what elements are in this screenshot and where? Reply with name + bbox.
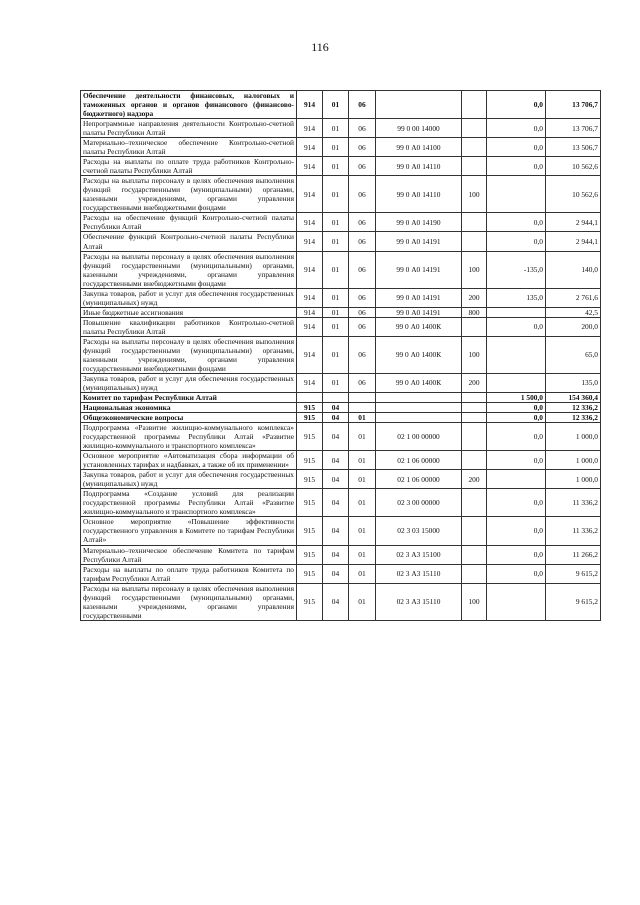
admin-code-cell: 915: [297, 583, 323, 620]
admin-code-cell: 915: [297, 517, 323, 545]
row-name-cell: Материально–техническое обеспечение Комитета по тарифам Республики Алтай: [81, 545, 297, 564]
change-amount-cell: [487, 373, 546, 392]
total-amount-cell: 13 506,7: [546, 138, 601, 157]
row-name-cell: Расходы на выплаты по оплате труда работников Контрольно-счетной палаты Республики Алтай: [81, 157, 297, 176]
table-row: [81, 176, 601, 213]
row-name-cell: Расходы на выплаты персоналу в целях обеспечения выполнения функций государственными (муниципальными) органами, казенными учреждениями, органами управления государственными внебюджетными фондами: [81, 336, 297, 373]
table-row: [81, 545, 601, 564]
admin-code-cell: 915: [297, 470, 323, 489]
change-amount-cell: 0,0: [487, 564, 546, 583]
section-code-cell: 04: [323, 583, 349, 620]
budget-table-body: [81, 91, 601, 621]
subsection-code-cell: 01: [349, 423, 376, 451]
table-row: [81, 336, 601, 373]
section-code-cell: 01: [323, 251, 349, 288]
row-name-cell: Общеэкономические вопросы: [81, 413, 297, 423]
target-article-cell: [376, 403, 462, 413]
table-row: [81, 251, 601, 288]
target-article-cell: 02 3 А3 15110: [376, 564, 462, 583]
target-article-cell: 02 3 00 00000: [376, 489, 462, 517]
change-amount-cell: 0,0: [487, 91, 546, 119]
target-article-cell: 99 0 А0 14191: [376, 251, 462, 288]
admin-code-cell: 914: [297, 307, 323, 317]
admin-code-cell: 915: [297, 403, 323, 413]
section-code-cell: [323, 393, 349, 403]
target-article-cell: [376, 393, 462, 403]
total-amount-cell: 1 000,0: [546, 451, 601, 470]
table-row: [81, 564, 601, 583]
expense-type-cell: 200: [462, 470, 487, 489]
admin-code-cell: 914: [297, 157, 323, 176]
subsection-code-cell: 06: [349, 213, 376, 232]
subsection-code-cell: [349, 403, 376, 413]
total-amount-cell: 135,0: [546, 373, 601, 392]
target-article-cell: 02 1 00 00000: [376, 423, 462, 451]
expense-type-cell: [462, 545, 487, 564]
total-amount-cell: 65,0: [546, 336, 601, 373]
expense-type-cell: 100: [462, 583, 487, 620]
table-row: [81, 307, 601, 317]
subsection-code-cell: 01: [349, 583, 376, 620]
change-amount-cell: 0,0: [487, 545, 546, 564]
change-amount-cell: 0,0: [487, 138, 546, 157]
subsection-code-cell: 01: [349, 489, 376, 517]
section-code-cell: 04: [323, 517, 349, 545]
target-article-cell: 02 1 06 00000: [376, 451, 462, 470]
expense-type-cell: 100: [462, 336, 487, 373]
expense-type-cell: [462, 403, 487, 413]
total-amount-cell: 10 562,6: [546, 157, 601, 176]
change-amount-cell: 135,0: [487, 288, 546, 307]
expense-type-cell: [462, 423, 487, 451]
admin-code-cell: 914: [297, 176, 323, 213]
section-code-cell: 01: [323, 91, 349, 119]
expense-type-cell: [462, 157, 487, 176]
change-amount-cell: [487, 583, 546, 620]
change-amount-cell: -135,0: [487, 251, 546, 288]
admin-code-cell: 914: [297, 213, 323, 232]
target-article-cell: 99 0 А0 14191: [376, 232, 462, 251]
total-amount-cell: 140,0: [546, 251, 601, 288]
admin-code-cell: 914: [297, 288, 323, 307]
row-name-cell: Обеспечение функций Контрольно-счетной палаты Республики Алтай: [81, 232, 297, 251]
admin-code-cell: 914: [297, 232, 323, 251]
total-amount-cell: 12 336,2: [546, 413, 601, 423]
change-amount-cell: 0,0: [487, 403, 546, 413]
section-code-cell: 01: [323, 373, 349, 392]
admin-code-cell: 915: [297, 489, 323, 517]
table-row: [81, 232, 601, 251]
subsection-code-cell: 01: [349, 470, 376, 489]
row-name-cell: Закупка товаров, работ и услуг для обеспечения государственных (муниципальных) нужд: [81, 373, 297, 392]
expense-type-cell: 200: [462, 288, 487, 307]
subsection-code-cell: 06: [349, 317, 376, 336]
total-amount-cell: 13 706,7: [546, 91, 601, 119]
table-row: [81, 393, 601, 403]
section-code-cell: 01: [323, 317, 349, 336]
change-amount-cell: 0,0: [487, 517, 546, 545]
table-row: [81, 403, 601, 413]
total-amount-cell: 11 336,2: [546, 489, 601, 517]
admin-code-cell: 915: [297, 413, 323, 423]
total-amount-cell: 200,0: [546, 317, 601, 336]
total-amount-cell: 2 761,6: [546, 288, 601, 307]
subsection-code-cell: 06: [349, 288, 376, 307]
expense-type-cell: [462, 91, 487, 119]
target-article-cell: [376, 413, 462, 423]
total-amount-cell: 1 000,0: [546, 470, 601, 489]
table-row: [81, 423, 601, 451]
section-code-cell: 04: [323, 545, 349, 564]
expense-type-cell: [462, 213, 487, 232]
expense-type-cell: [462, 317, 487, 336]
expense-type-cell: [462, 413, 487, 423]
section-code-cell: 01: [323, 336, 349, 373]
subsection-code-cell: 06: [349, 176, 376, 213]
total-amount-cell: 11 266,2: [546, 545, 601, 564]
target-article-cell: 02 3 А3 15110: [376, 583, 462, 620]
row-name-cell: Основное мероприятие «Автоматизация сбора информации об установленных тарифах и надбавках, а также об их применении»: [81, 451, 297, 470]
admin-code-cell: 914: [297, 317, 323, 336]
table-row: [81, 489, 601, 517]
subsection-code-cell: 06: [349, 119, 376, 138]
section-code-cell: 04: [323, 489, 349, 517]
row-name-cell: Закупка товаров, работ и услуг для обеспечения государственных (муниципальных) нужд: [81, 288, 297, 307]
table-row: [81, 451, 601, 470]
section-code-cell: 01: [323, 288, 349, 307]
table-row: [81, 373, 601, 392]
expense-type-cell: [462, 119, 487, 138]
table-row: [81, 470, 601, 489]
change-amount-cell: [487, 336, 546, 373]
section-code-cell: 01: [323, 138, 349, 157]
total-amount-cell: 9 615,2: [546, 564, 601, 583]
section-code-cell: 04: [323, 564, 349, 583]
section-code-cell: 01: [323, 213, 349, 232]
table-row: [81, 413, 601, 423]
section-code-cell: 01: [323, 157, 349, 176]
expense-type-cell: 800: [462, 307, 487, 317]
admin-code-cell: 915: [297, 451, 323, 470]
total-amount-cell: 12 336,2: [546, 403, 601, 413]
table-row: [81, 288, 601, 307]
admin-code-cell: 914: [297, 91, 323, 119]
target-article-cell: 99 0 00 14000: [376, 119, 462, 138]
target-article-cell: 02 3 03 15000: [376, 517, 462, 545]
total-amount-cell: 2 944,1: [546, 213, 601, 232]
section-code-cell: 04: [323, 470, 349, 489]
expense-type-cell: [462, 451, 487, 470]
expense-type-cell: 100: [462, 251, 487, 288]
subsection-code-cell: 01: [349, 451, 376, 470]
target-article-cell: 99 0 А0 14191: [376, 307, 462, 317]
target-article-cell: 99 0 А0 14100: [376, 138, 462, 157]
target-article-cell: [376, 91, 462, 119]
target-article-cell: 99 0 А0 14191: [376, 288, 462, 307]
subsection-code-cell: 06: [349, 336, 376, 373]
admin-code-cell: 915: [297, 564, 323, 583]
table-row: [81, 119, 601, 138]
row-name-cell: Непрограммные направления деятельности Контрольно-счетной палаты Республики Алтай: [81, 119, 297, 138]
expense-type-cell: [462, 489, 487, 517]
change-amount-cell: 0,0: [487, 157, 546, 176]
target-article-cell: 99 0 А0 14110: [376, 176, 462, 213]
expense-type-cell: [462, 564, 487, 583]
expense-type-cell: 100: [462, 176, 487, 213]
admin-code-cell: 914: [297, 251, 323, 288]
admin-code-cell: 914: [297, 119, 323, 138]
admin-code-cell: 915: [297, 423, 323, 451]
row-name-cell: Расходы на выплаты по оплате труда работников Комитета по тарифам Республики Алтай: [81, 564, 297, 583]
row-name-cell: Подпрограмма «Развитие жилищно-коммунального комплекса» государственной программы Республики Алтай «Развитие жилищно-коммунального и транспортного комплекса»: [81, 423, 297, 451]
section-code-cell: 04: [323, 413, 349, 423]
row-name-cell: Иные бюджетные ассигнования: [81, 307, 297, 317]
table-row: [81, 138, 601, 157]
admin-code-cell: [297, 393, 323, 403]
change-amount-cell: [487, 307, 546, 317]
subsection-code-cell: 06: [349, 138, 376, 157]
section-code-cell: 01: [323, 307, 349, 317]
change-amount-cell: 0,0: [487, 413, 546, 423]
section-code-cell: 01: [323, 176, 349, 213]
subsection-code-cell: 06: [349, 373, 376, 392]
subsection-code-cell: 06: [349, 307, 376, 317]
target-article-cell: 99 0 А0 1400К: [376, 317, 462, 336]
change-amount-cell: 0,0: [487, 423, 546, 451]
row-name-cell: Закупка товаров, работ и услуг для обеспечения государственных (муниципальных) нужд: [81, 470, 297, 489]
subsection-code-cell: 01: [349, 564, 376, 583]
table-row: [81, 317, 601, 336]
admin-code-cell: 914: [297, 138, 323, 157]
subsection-code-cell: [349, 393, 376, 403]
expense-type-cell: [462, 517, 487, 545]
subsection-code-cell: 01: [349, 413, 376, 423]
target-article-cell: 99 0 А0 14110: [376, 157, 462, 176]
change-amount-cell: 0,0: [487, 232, 546, 251]
section-code-cell: 04: [323, 423, 349, 451]
section-code-cell: 01: [323, 119, 349, 138]
total-amount-cell: 42,5: [546, 307, 601, 317]
subsection-code-cell: 06: [349, 91, 376, 119]
subsection-code-cell: 01: [349, 517, 376, 545]
change-amount-cell: 0,0: [487, 451, 546, 470]
expense-type-cell: [462, 232, 487, 251]
table-row: [81, 517, 601, 545]
section-code-cell: 01: [323, 232, 349, 251]
subsection-code-cell: 06: [349, 251, 376, 288]
row-name-cell: Обеспечение деятельности финансовых, налоговых и таможенных органов и органов финансового (финансово-бюджетного) надзора: [81, 91, 297, 119]
change-amount-cell: 0,0: [487, 489, 546, 517]
row-name-cell: Расходы на обеспечение функций Контрольно-счетной палаты Республики Алтай: [81, 213, 297, 232]
target-article-cell: 02 3 А3 15100: [376, 545, 462, 564]
total-amount-cell: 13 706,7: [546, 119, 601, 138]
row-name-cell: Материально–техническое обеспечение Контрольно-счетной палаты Республики Алтай: [81, 138, 297, 157]
row-name-cell: Расходы на выплаты персоналу в целях обеспечения выполнения функций государственными (муниципальными) органами, казенными учреждениями, органами управления государственными внебюджетными фондами: [81, 251, 297, 288]
row-name-cell: Повышение квалификации работников Контрольно-счетной палаты Республики Алтай: [81, 317, 297, 336]
target-article-cell: 99 0 А0 1400К: [376, 373, 462, 392]
subsection-code-cell: 01: [349, 545, 376, 564]
change-amount-cell: 1 500,0: [487, 393, 546, 403]
table-row: [81, 157, 601, 176]
row-name-cell: Комитет по тарифам Республики Алтай: [81, 393, 297, 403]
row-name-cell: Основное мероприятие «Повышение эффективности государственного управления в Комитете по тарифам Республики Алтай»: [81, 517, 297, 545]
admin-code-cell: 915: [297, 545, 323, 564]
total-amount-cell: 9 615,2: [546, 583, 601, 620]
row-name-cell: Расходы на выплаты персоналу в целях обеспечения выполнения функций государственными (муниципальными) органами, казенными учреждениями, органами управления государственными: [81, 583, 297, 620]
expense-type-cell: [462, 393, 487, 403]
change-amount-cell: [487, 176, 546, 213]
change-amount-cell: [487, 470, 546, 489]
section-code-cell: 04: [323, 451, 349, 470]
total-amount-cell: 1 000,0: [546, 423, 601, 451]
total-amount-cell: 11 336,2: [546, 517, 601, 545]
total-amount-cell: 10 562,6: [546, 176, 601, 213]
section-code-cell: 04: [323, 403, 349, 413]
row-name-cell: Национальная экономика: [81, 403, 297, 413]
row-name-cell: Подпрограмма «Создание условий для реализации государственной программы Республики Алтай «Развитие жилищно-коммунального и транспортного комплекса»: [81, 489, 297, 517]
admin-code-cell: 914: [297, 373, 323, 392]
subsection-code-cell: 06: [349, 157, 376, 176]
table-row: [81, 583, 601, 620]
total-amount-cell: 154 360,4: [546, 393, 601, 403]
change-amount-cell: 0,0: [487, 213, 546, 232]
target-article-cell: 02 1 06 00000: [376, 470, 462, 489]
budget-table: [80, 90, 601, 621]
target-article-cell: 99 0 А0 14190: [376, 213, 462, 232]
expense-type-cell: 200: [462, 373, 487, 392]
target-article-cell: 99 0 А0 1400К: [376, 336, 462, 373]
subsection-code-cell: 06: [349, 232, 376, 251]
total-amount-cell: 2 944,1: [546, 232, 601, 251]
table-row: [81, 91, 601, 119]
admin-code-cell: 914: [297, 336, 323, 373]
row-name-cell: Расходы на выплаты персоналу в целях обеспечения выполнения функций государственными (муниципальными) органами, казенными учреждениями, органами управления государственными внебюджетными фондами: [81, 176, 297, 213]
page-number: 116: [311, 40, 329, 54]
change-amount-cell: 0,0: [487, 119, 546, 138]
change-amount-cell: 0,0: [487, 317, 546, 336]
table-row: [81, 213, 601, 232]
expense-type-cell: [462, 138, 487, 157]
